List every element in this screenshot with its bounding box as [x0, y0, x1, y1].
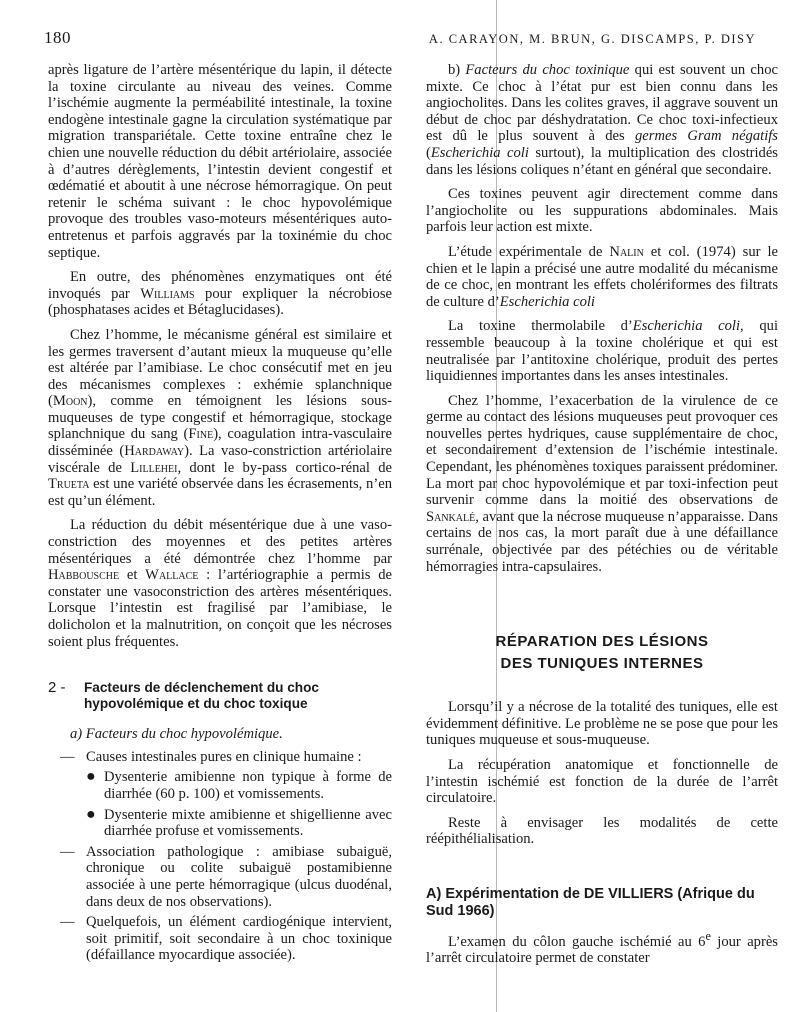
paragraph: b) Facteurs du choc toxinique qui est souvent un choc mixte. Ce choc à l’état pur est bien connu dans les angiocholites. Dans les colites graves, il aggrave souvent un début de choc par déshydratation. Ce choc toxi-infectieux est dû le plus souvent à des germes Gram négatifs (Escherichia coli surtout), la multiplication des clostridés dans les lésions coliques n’étant en général que secondaire. — [426, 62, 778, 178]
left-column — [48, 62, 392, 968]
paragraph: La réduction du débit mésentérique due à une vaso-constriction des moyennes et des petites artères mésentériques a été démontrée chez l’homme par Habbousche et Wallace : l’artériographie a permis de constater une vasoconstriction des artères mésentériques. Lorsque l’intestin est fragilisé par l’amibiase, le dolicholon et la malnutrition, on conçoit que les nécroses soient plus fréquentes. — [48, 517, 392, 650]
list-item: ● Dysenterie amibienne non typique à forme de diarrhée (60 p. 100) et vomissements. — [86, 768, 392, 802]
list-item: — Causes intestinales pures en clinique humaine : — [60, 748, 362, 765]
paragraph: L’étude expérimentale de Nalin et col. (1974) sur le chien et le lapin a précisé une autre modalité du mécanisme de ce choc, en montrant les effets cholériformes des filtrats de culture d’Escherichia coli — [426, 243, 778, 310]
right-column — [426, 62, 778, 975]
bullet-icon: ● — [86, 805, 96, 823]
list-item: — Association pathologique : amibiase subaiguë, chronique ou colite subaiguë postamibienne associée à une perte hémorragique (ulcus duodénal, dans deux de nos observations). — [60, 843, 392, 910]
paragraph: L’examen du côlon gauche ischémié au 6e jour après l’arrêt circulatoire permet de constater — [426, 928, 778, 967]
section-heading — [48, 680, 392, 712]
paragraph: Ces toxines peuvent agir directement comme dans l’angiocholite ou les suppurations abdominales. Mais parfois leur action est mixte. — [426, 186, 778, 236]
dash-marker: — — [60, 843, 75, 860]
bullet-icon: ● — [86, 768, 96, 786]
paragraph: La récupération anatomique et fonctionnelle de l’intestin ischémié est fonction de la durée de l’arrêt circulatoire. — [426, 757, 778, 807]
section-heading: RÉPARATION DES LÉSIONS DES TUNIQUES INTERNES — [495, 633, 709, 673]
dash-marker: — — [60, 748, 75, 765]
author-name: Moon — [52, 393, 88, 410]
paragraph: Chez l’homme, le mécanisme général est similaire et les germes traversent d’autant mieux la muqueuse qu’elle est altérée par l’amibiase. Le choc consécutif met en jeu des mécanismes complexes : exhémie splanchnique (Moon), comme en témoignent les lésions sous-muqueuses de type congestif et hémorragique, stockage splanchnique du sang (Fine), coagulation intra-vasculaire disséminée (Hardaway). La vaso-constriction artériolaire viscérale de Lillehei, dont le by-pass cortico-rénal de Trueta est une variété observée dans les écrasements, n’en est qu’un élément. — [48, 326, 392, 509]
author-name: Trueta — [48, 476, 90, 493]
subsection-heading: A) Expérimentation de DE VILLIERS (Afrique du Sud 1966) — [426, 885, 755, 919]
author-name: Habbousche — [48, 567, 120, 584]
paragraph: Reste à envisager les modalités de cette réépithélialisation. — [426, 814, 778, 848]
section-number: 2 - — [48, 679, 66, 697]
paragraph: La toxine thermolabile d’Escherichia coli, qui ressemble beaucoup à la toxine cholérique et qui est neutralisée par l’antitoxine cholérique, produit des pertes liquidiennes importantes dans les anses intestinales. — [426, 318, 778, 385]
section-title: Facteurs de déclenchement du choc hypovolémique et du choc toxique — [84, 680, 319, 712]
paragraph: Chez l’homme, l’exacerbation de la virulence de ce germe au contact des lésions muqueuses peut provoquer ces nouvelles pertes hydriques, cause supplémentaire de choc, et secondairement d’extension de l’ischémie intestinale. Cependant, les phénomènes toxiques paraissent prédominer. La mort par choc hypovolémique et par toxi-infection peut survenir comme dans la moitié des observations de Sankalé, avant que la nécrose muqueuse n’apparaisse. Dans certains de nos cas, la mort paraît due à une défaillance surrénale, objectivée par des pétéchies ou de véritable hémorragies intra-capsulaires. — [426, 392, 778, 575]
author-name: Sankalé — [426, 508, 476, 525]
paragraph: après ligature de l’artère mésentérique du lapin, il détecte la toxine circulante au niveau des veines. Comme l’ischémie augmente la perméabilité intestinale, la toxine endogène intestinale gagne la circulation systématique par migration transpariétale. Cette toxine entraîne chez le chien une nouvelle réduction du débit artériolaire, associée à d’autres dérèglements, l’intestin devient congestif et œdématié et aboutit à une nécrose hémorragique. On peut retenir le schéma suivant : le choc hypovolémique provoque des troubles vaso-moteurs mésentériques auto-entretenus et parfois aggravés par la toxinémie du choc septique. — [48, 62, 392, 261]
author-name: Fine — [188, 426, 214, 443]
running-head-authors: A. CARAYON, M. BRUN, G. DISCAMPS, P. DISY — [428, 32, 756, 46]
paragraph: Lorsqu’il y a nécrose de la totalité des tuniques, elle est évidemment définitive. Le problème ne se pose que pour les tuniques muqueuse et sous-muqueuse. — [426, 699, 778, 749]
list-item: — Quelquefois, un élément cardiogénique intervient, soit primitif, soit secondaire à un choc toxinique (défaillance myocardique associée). — [60, 914, 392, 964]
list-item: ● Dysenterie mixte amibienne et shigellienne avec diarrhée profuse et vomissements. — [86, 805, 392, 840]
author-name: Williams — [140, 285, 195, 302]
paragraph: En outre, des phénomènes enzymatiques ont été invoqués par Williams pour expliquer la nécrobiose (phosphatases acides et Bétaglucidases). — [48, 269, 392, 319]
dash-marker: — — [60, 914, 75, 931]
author-name: Lillehei — [130, 459, 178, 476]
subsection-label: a) Facteurs du choc hypovolémique. — [70, 726, 283, 743]
author-name: Wallace — [145, 567, 199, 584]
page-number: 180 — [44, 28, 71, 47]
author-name: Hardaway — [124, 443, 185, 460]
author-name: Nalin — [609, 243, 644, 260]
